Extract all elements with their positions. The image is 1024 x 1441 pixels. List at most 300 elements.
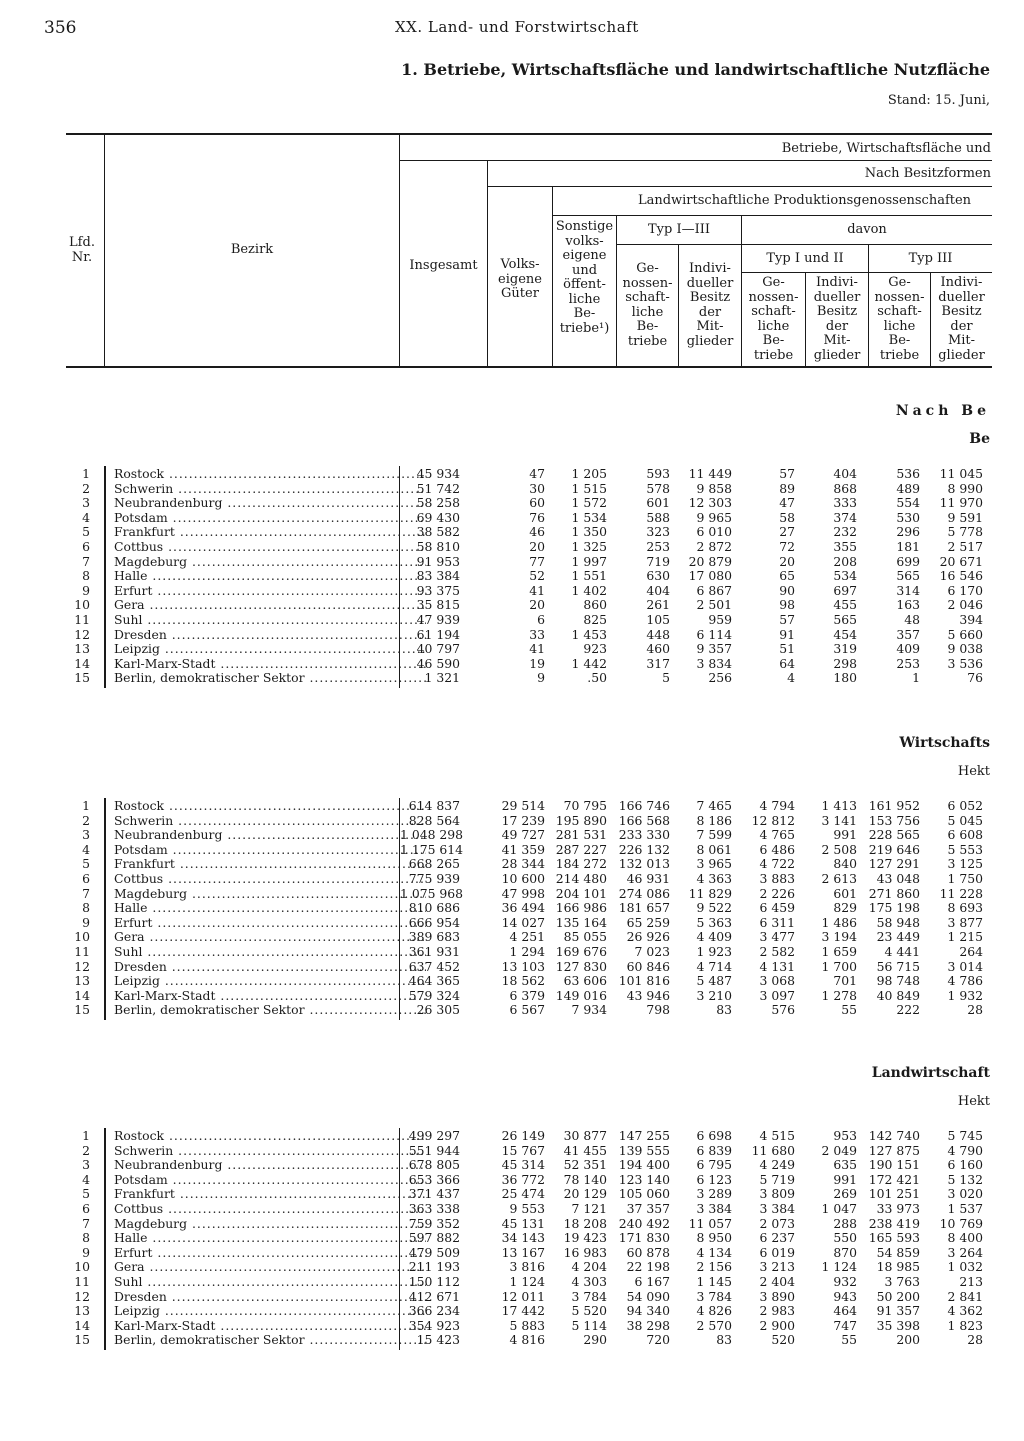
cell-value: 1 205 <box>571 466 607 481</box>
cell-value: 4 714 <box>696 958 732 974</box>
cell-value: 530 <box>896 509 920 525</box>
bezirk-name: Halle ..... <box>114 901 426 916</box>
cell-value: 64 <box>779 655 795 671</box>
cell-value: 6 379 <box>509 987 545 1003</box>
cell-value: 33 <box>529 626 545 642</box>
cell-value: 7 023 <box>634 944 670 959</box>
group-header-typ-3: Typ III <box>908 251 953 266</box>
cell-value: 1 572 <box>571 495 607 511</box>
column-bezirk: Bezirk <box>230 242 274 257</box>
section-subtitle: Be <box>969 431 990 447</box>
column-lfd-nr: Lfd. Nr. <box>69 235 95 265</box>
cell-value: 798 <box>646 1002 670 1018</box>
row-number: 5 <box>82 1186 90 1202</box>
cell-value: 17 080 <box>688 568 732 584</box>
cell-value: 149 016 <box>555 987 607 1003</box>
cell-value: 4 362 <box>947 1303 983 1319</box>
cell-value: 5 363 <box>696 914 732 930</box>
cell-value: 550 <box>833 1230 857 1246</box>
cell-value: 12 011 <box>501 1288 545 1304</box>
cell-value: 7 465 <box>696 798 732 813</box>
cell-value: 165 593 <box>868 1230 920 1246</box>
cell-value: 9 553 <box>509 1201 545 1216</box>
cell-value: 19 423 <box>563 1230 607 1246</box>
cell-value: 195 890 <box>555 812 607 828</box>
row-number: 12 <box>74 626 90 642</box>
cell-value: 13 103 <box>501 958 545 974</box>
cell-value: 1 486 <box>821 914 857 930</box>
cell-value: 4 409 <box>696 929 732 945</box>
table-row <box>40 1260 1000 1275</box>
cell-value: 213 <box>959 1274 983 1289</box>
table-row <box>40 540 1000 555</box>
cell-value: 1 932 <box>947 987 983 1003</box>
cell-value: 932 <box>833 1274 857 1289</box>
cell-value: 25 474 <box>501 1186 545 1202</box>
cell-value: 5 553 <box>947 841 983 857</box>
row-number: 5 <box>82 524 90 540</box>
cell-value: 127 830 <box>555 958 607 974</box>
cell-value: 166 986 <box>555 900 607 916</box>
cell-value: 6 167 <box>634 1274 670 1289</box>
cell-value: 455 <box>833 597 857 613</box>
cell-value: 20 879 <box>688 553 732 569</box>
cell-value: 60 878 <box>626 1244 670 1260</box>
row-number: 4 <box>82 841 90 857</box>
cell-value: 810 686 <box>408 900 460 916</box>
cell-value: 747 <box>833 1317 857 1333</box>
cell-value: 52 351 <box>563 1157 607 1173</box>
cell-value: 3 784 <box>571 1288 607 1304</box>
cell-value: 181 657 <box>618 900 670 916</box>
cell-value: 366 234 <box>408 1303 460 1319</box>
cell-value: 36 494 <box>501 900 545 916</box>
row-number: 3 <box>82 1157 90 1173</box>
cell-value: 20 <box>529 539 545 554</box>
table-row <box>40 1202 1000 1217</box>
cell-value: 256 <box>708 670 732 686</box>
cell-value: 454 <box>833 626 857 642</box>
cell-value: 1 175 614 <box>400 841 464 857</box>
cell-value: 1 453 <box>571 626 607 642</box>
cell-value: 1 997 <box>571 553 607 569</box>
cell-value: 1 551 <box>571 568 607 584</box>
cell-value: 314 <box>896 582 920 598</box>
cell-value: 194 400 <box>618 1157 670 1173</box>
cell-value: 287 227 <box>555 841 607 857</box>
cell-value: 601 <box>646 495 670 511</box>
cell-value: 829 <box>833 900 857 916</box>
column-sonstige-betriebe: Sonstige volks- eigene und öffent- liche Be- triebe¹) <box>555 219 614 336</box>
cell-value: 3 809 <box>759 1186 795 1202</box>
cell-value: 58 948 <box>876 914 920 930</box>
cell-value: 76 <box>967 670 983 686</box>
cell-value: 3 020 <box>947 1186 983 1202</box>
table-row <box>40 555 1000 570</box>
cell-value: 2 226 <box>759 885 795 901</box>
cell-value: 72 <box>779 539 795 554</box>
cell-value: 46 <box>529 524 545 540</box>
cell-value: 2 983 <box>759 1303 795 1319</box>
cell-value: 6 <box>537 612 545 627</box>
cell-value: 720 <box>646 1332 670 1348</box>
header-rule <box>742 272 992 273</box>
cell-value: 678 805 <box>408 1157 460 1173</box>
cell-value: 319 <box>833 641 857 657</box>
cell-value: 775 939 <box>408 871 460 886</box>
cell-value: 139 555 <box>618 1142 670 1158</box>
cell-value: 697 <box>833 582 857 598</box>
cell-value: 1 534 <box>571 509 607 525</box>
cell-value: 16 546 <box>939 568 983 584</box>
cell-value: 15 767 <box>501 1142 545 1158</box>
cell-value: 41 359 <box>501 841 545 857</box>
row-number: 7 <box>82 885 90 901</box>
bezirk-name: Rostock ..... <box>114 799 426 814</box>
cell-value: 28 <box>967 1002 983 1018</box>
cell-value: 222 <box>896 1002 920 1018</box>
cell-value: 91 953 <box>416 553 460 569</box>
cell-value: 2 841 <box>947 1288 983 1304</box>
cell-value: 1 294 <box>509 944 545 959</box>
bezirk-name: Frankfurt ..... <box>114 1187 426 1202</box>
cell-value: 85 055 <box>563 929 607 945</box>
table-row <box>40 974 1000 989</box>
cell-value: 1 325 <box>571 539 607 554</box>
cell-value: 2 049 <box>821 1142 857 1158</box>
cell-value: 17 442 <box>501 1303 545 1319</box>
cell-value: 12 812 <box>751 812 795 828</box>
row-number: 1 <box>82 466 90 481</box>
table-row <box>40 1129 1000 1144</box>
cell-value: 464 <box>833 1303 857 1319</box>
cell-value: 58 810 <box>416 539 460 554</box>
cell-value: 89 <box>779 480 795 496</box>
cell-value: 3 763 <box>884 1274 920 1289</box>
column-insgesamt: Insgesamt <box>409 258 478 273</box>
row-number: 4 <box>82 1171 90 1187</box>
cell-value: 2 872 <box>696 539 732 554</box>
cell-value: 8 693 <box>947 900 983 916</box>
cell-value: 29 514 <box>501 798 545 813</box>
cell-value: 5 778 <box>947 524 983 540</box>
cell-value: 16 983 <box>563 1244 607 1260</box>
row-number: 2 <box>82 480 90 496</box>
row-number: 10 <box>74 1259 90 1275</box>
cell-value: 361 931 <box>408 944 460 959</box>
row-number: 4 <box>82 509 90 525</box>
cell-value: 3 125 <box>947 856 983 872</box>
table-row <box>40 525 1000 540</box>
cell-value: 2 156 <box>696 1259 732 1275</box>
cell-value: 50 200 <box>876 1288 920 1304</box>
cell-value: 9 591 <box>947 509 983 525</box>
group-header-davon: davon <box>847 222 887 237</box>
cell-value: 11 057 <box>688 1215 732 1231</box>
cell-value: 3 194 <box>821 929 857 945</box>
table-row <box>40 857 1000 872</box>
cell-value: 153 756 <box>868 812 920 828</box>
cell-value: 520 <box>771 1332 795 1348</box>
row-number: 10 <box>74 929 90 945</box>
cell-value: 123 140 <box>618 1171 670 1187</box>
cell-value: 355 <box>833 539 857 554</box>
cell-value: 3 890 <box>759 1288 795 1304</box>
bezirk-name: Suhl ..... <box>114 945 426 960</box>
cell-value: 105 <box>646 612 670 627</box>
cell-value: 6 486 <box>759 841 795 857</box>
bezirk-name: Magdeburg ..... <box>114 887 426 902</box>
cell-value: 261 <box>646 597 670 613</box>
row-number: 9 <box>82 914 90 930</box>
cell-value: 180 <box>833 670 857 686</box>
cell-value: 3 536 <box>947 655 983 671</box>
table-row <box>40 657 1000 672</box>
cell-value: 253 <box>646 539 670 554</box>
section-title: Nach Be <box>895 403 990 419</box>
bezirk-name: Dresden ..... <box>114 628 426 643</box>
group-header-lpg: Landwirtschaftliche Produktionsgenossenschaften <box>637 193 972 208</box>
cell-value: 317 <box>646 655 670 671</box>
cell-value: 219 646 <box>868 841 920 857</box>
cell-value: 60 <box>529 495 545 511</box>
column-lpg-individuell: Indivi- dueller Besitz der Mit- glieder <box>686 261 734 349</box>
bezirk-name: Suhl ..... <box>114 1275 426 1290</box>
cell-value: 101 251 <box>868 1186 920 1202</box>
cell-value: 2 404 <box>759 1274 795 1289</box>
bezirk-name: Cottbus ..... <box>114 1202 426 1217</box>
table-row <box>40 482 1000 497</box>
table-title: 1. Betriebe, Wirtschaftsfläche und landwirtschaftliche Nutzfläche <box>401 60 990 79</box>
cell-value: 30 <box>529 480 545 496</box>
cell-value: 8 186 <box>696 812 732 828</box>
cell-value: 90 <box>779 582 795 598</box>
cell-value: 597 882 <box>408 1230 460 1246</box>
cell-value: 5 132 <box>947 1171 983 1187</box>
cell-value: 8 950 <box>696 1230 732 1246</box>
row-number: 13 <box>74 1303 90 1319</box>
cell-value: 184 272 <box>555 856 607 872</box>
table-row <box>40 598 1000 613</box>
cell-value: 12 303 <box>688 495 732 511</box>
table-row <box>40 872 1000 887</box>
cell-value: 296 <box>896 524 920 540</box>
bezirk-name: Berlin, demokratischer Sektor ..... <box>114 671 426 686</box>
bezirk-name: Schwerin ..... <box>114 482 426 497</box>
cell-value: 41 <box>529 582 545 598</box>
cell-value: 147 255 <box>618 1128 670 1143</box>
cell-value: 132 013 <box>618 856 670 872</box>
cell-value: 5 520 <box>571 1303 607 1319</box>
table-row <box>40 1333 1000 1348</box>
row-number: 11 <box>74 944 90 959</box>
cell-value: 3 384 <box>759 1201 795 1216</box>
cell-value: 2 582 <box>759 944 795 959</box>
cell-value: 1 923 <box>696 944 732 959</box>
cell-value: 1 278 <box>821 987 857 1003</box>
cell-value: 98 <box>779 597 795 613</box>
row-number: 7 <box>82 553 90 569</box>
cell-value: 20 <box>529 597 545 613</box>
cell-value: 923 <box>583 641 607 657</box>
header-bottom-rule <box>66 366 992 368</box>
row-number: 13 <box>74 973 90 989</box>
cell-value: 105 060 <box>618 1186 670 1202</box>
cell-value: 828 564 <box>408 812 460 828</box>
header-rule <box>553 215 992 216</box>
cell-value: 26 926 <box>626 929 670 945</box>
cell-value: 1 048 298 <box>400 827 464 843</box>
cell-value: 41 455 <box>563 1142 607 1158</box>
table-row <box>40 901 1000 916</box>
row-number: 13 <box>74 641 90 657</box>
row-number: 2 <box>82 1142 90 1158</box>
cell-value: 759 352 <box>408 1215 460 1231</box>
cell-value: 953 <box>833 1128 857 1143</box>
cell-value: 20 <box>779 553 795 569</box>
cell-value: 27 <box>779 524 795 540</box>
cell-value: 3 965 <box>696 856 732 872</box>
row-number: 3 <box>82 495 90 511</box>
cell-value: 4 816 <box>509 1332 545 1348</box>
cell-value: 214 480 <box>555 871 607 886</box>
table-row <box>40 628 1000 643</box>
cell-value: 363 338 <box>408 1201 460 1216</box>
row-number: 7 <box>82 1215 90 1231</box>
cell-value: 4 131 <box>759 958 795 974</box>
cell-value: 9 858 <box>696 480 732 496</box>
cell-value: 253 <box>896 655 920 671</box>
bezirk-name: Neubrandenburg ..... <box>114 828 426 843</box>
bezirk-name: Karl-Marx-Stadt ..... <box>114 989 426 1004</box>
cell-value: 394 <box>959 612 983 627</box>
cell-value: 169 676 <box>555 944 607 959</box>
table-row <box>40 960 1000 975</box>
cell-value: 630 <box>646 568 670 584</box>
cell-value: 281 531 <box>555 827 607 843</box>
cell-value: 298 <box>833 655 857 671</box>
cell-value: 323 <box>646 524 670 540</box>
cell-value: 1 750 <box>947 871 983 886</box>
cell-value: 83 <box>716 1332 732 1348</box>
cell-value: 271 860 <box>868 885 920 901</box>
table-row <box>40 511 1000 526</box>
cell-value: 1 537 <box>947 1201 983 1216</box>
cell-value: 991 <box>833 827 857 843</box>
bezirk-name: Erfurt ..... <box>114 584 426 599</box>
row-number: 11 <box>74 612 90 627</box>
cell-value: 6 170 <box>947 582 983 598</box>
cell-value: 290 <box>583 1332 607 1348</box>
cell-value: 91 357 <box>876 1303 920 1319</box>
cell-value: 2 501 <box>696 597 732 613</box>
cell-value: 2 073 <box>759 1215 795 1231</box>
cell-value: 41 <box>529 641 545 657</box>
cell-value: 58 <box>779 509 795 525</box>
cell-value: 4 790 <box>947 1142 983 1158</box>
cell-value: 3 477 <box>759 929 795 945</box>
cell-value: 11 228 <box>939 885 983 901</box>
cell-value: 135 164 <box>555 914 607 930</box>
cell-value: 18 985 <box>876 1259 920 1275</box>
cell-value: 479 509 <box>408 1244 460 1260</box>
cell-value: 35 815 <box>416 597 460 613</box>
cell-value: 94 340 <box>626 1303 670 1319</box>
table-row <box>40 496 1000 511</box>
cell-value: 76 <box>529 509 545 525</box>
cell-value: 9 038 <box>947 641 983 657</box>
cell-value: 374 <box>833 509 857 525</box>
cell-value: 166 568 <box>618 812 670 828</box>
table-row <box>40 814 1000 829</box>
bezirk-name: Erfurt ..... <box>114 1246 426 1261</box>
header-rule <box>617 244 992 245</box>
cell-value: 181 <box>896 539 920 554</box>
cell-value: 161 952 <box>868 798 920 813</box>
cell-value: 47 939 <box>416 612 460 627</box>
row-number: 5 <box>82 856 90 872</box>
cell-value: 1 442 <box>571 655 607 671</box>
cell-value: 91 <box>779 626 795 642</box>
cell-value: 20 129 <box>563 1186 607 1202</box>
cell-value: 6 698 <box>696 1128 732 1143</box>
cell-value: 2 508 <box>821 841 857 857</box>
bezirk-name: Gera ..... <box>114 598 426 613</box>
section-title: Landwirtschaft <box>871 1065 990 1081</box>
cell-value: 1 413 <box>821 798 857 813</box>
cell-value: 18 208 <box>563 1215 607 1231</box>
cell-value: 7 934 <box>571 1002 607 1018</box>
cell-value: 593 <box>646 466 670 481</box>
cell-value: 51 742 <box>416 480 460 496</box>
cell-value: 26 149 <box>501 1128 545 1143</box>
cell-value: 51 <box>779 641 795 657</box>
cell-value: 3 834 <box>696 655 732 671</box>
cell-value: 1 <box>912 670 920 686</box>
table-row <box>40 989 1000 1004</box>
column-lpg-genossenschaftlich: Ge- nossen- schaft- liche Be- triebe <box>622 261 673 349</box>
table-row <box>40 1187 1000 1202</box>
cell-value: 200 <box>896 1332 920 1348</box>
cell-value: 2 570 <box>696 1317 732 1333</box>
bezirk-name: Neubrandenburg ..... <box>114 496 426 511</box>
section-unit: Hekt <box>957 1094 990 1109</box>
cell-value: 1 515 <box>571 480 607 496</box>
cell-value: 11 970 <box>939 495 983 511</box>
cell-value: 8 061 <box>696 841 732 857</box>
cell-value: 172 421 <box>868 1171 920 1187</box>
header-rule <box>488 186 992 187</box>
cell-value: 175 198 <box>868 900 920 916</box>
cell-value: 3 816 <box>509 1259 545 1275</box>
bezirk-name: Suhl ..... <box>114 613 426 628</box>
cell-value: 233 330 <box>618 827 670 843</box>
cell-value: 13 167 <box>501 1244 545 1260</box>
row-number: 11 <box>74 1274 90 1289</box>
cell-value: 4 722 <box>759 856 795 872</box>
table-row <box>40 1304 1000 1319</box>
cell-value: 36 772 <box>501 1171 545 1187</box>
table-row <box>40 799 1000 814</box>
cell-value: 63 606 <box>563 973 607 989</box>
header-divider <box>399 134 400 367</box>
column-typ12-genossenschaftlich: Ge- nossen- schaft- liche Be- triebe <box>748 275 799 363</box>
cell-value: 868 <box>833 480 857 496</box>
cell-value: 204 101 <box>555 885 607 901</box>
bezirk-name: Erfurt ..... <box>114 916 426 931</box>
cell-value: 653 366 <box>408 1171 460 1187</box>
bezirk-name: Cottbus ..... <box>114 872 426 887</box>
